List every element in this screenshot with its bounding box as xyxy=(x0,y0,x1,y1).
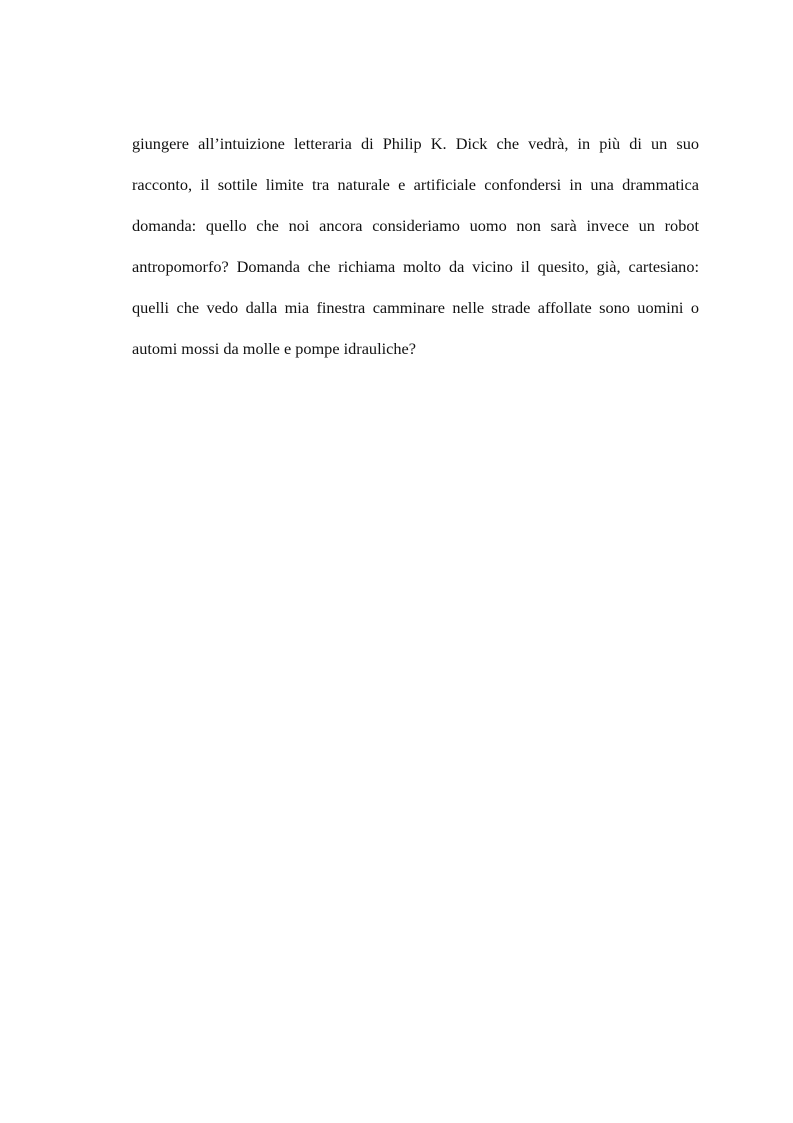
paragraph-line: domanda: quello che noi ancora consideriamo uomo non sarà invece un robot xyxy=(132,216,699,236)
paragraph-line: antropomorfo? Domanda che richiama molto da vicino il quesito, già, cartesiano: xyxy=(132,257,699,277)
paragraph-line: giungere all’intuizione letteraria di Philip K. Dick che vedrà, in più di un suo xyxy=(132,134,699,153)
body-paragraph xyxy=(132,130,699,377)
paragraph-line: racconto, il sottile limite tra naturale e artificiale confondersi in una drammatica xyxy=(132,175,699,195)
paragraph-line: quelli che vedo dalla mia finestra camminare nelle strade affollate sono uomini o xyxy=(132,298,699,318)
paragraph-line: automi mossi da molle e pompe idrauliche? xyxy=(132,339,416,359)
